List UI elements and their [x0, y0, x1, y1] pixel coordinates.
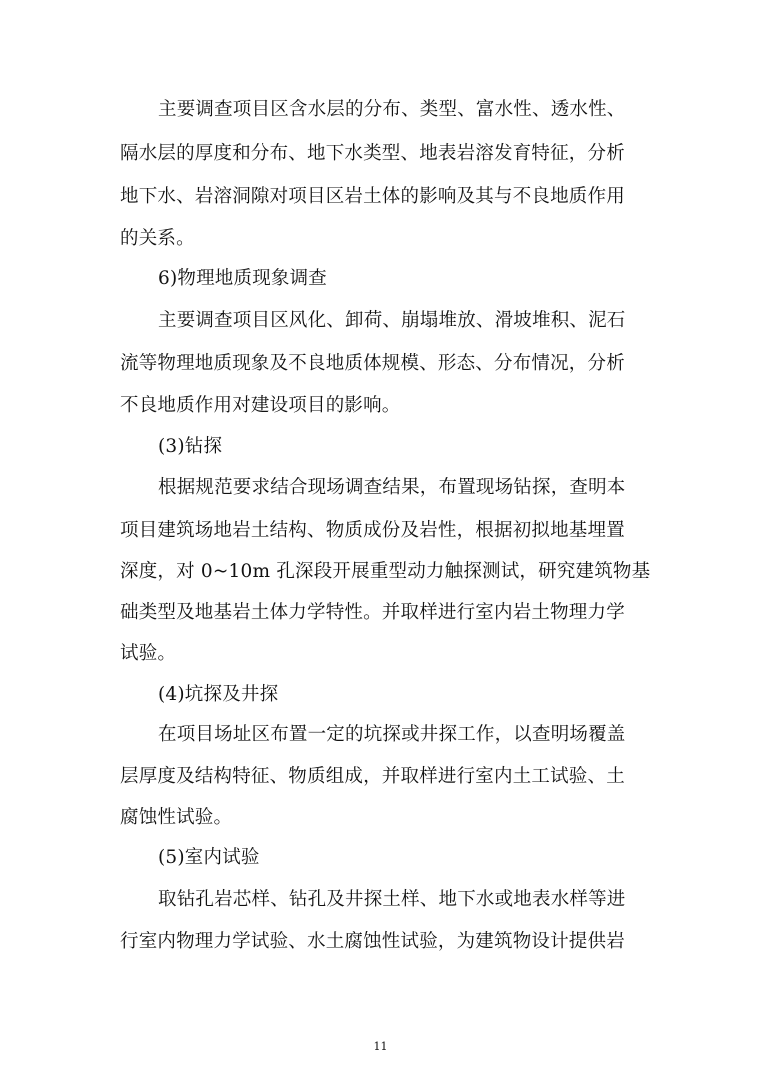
paragraph-line: 不良地质作用对建设项目的影响。 — [120, 395, 401, 416]
section-heading: (4)坑探及井探 — [158, 684, 279, 705]
paragraph-line: 流等物理地质现象及不良地质体规模、形态、分布情况，分析 — [120, 353, 625, 374]
paragraph-line: 地下水、岩溶洞隙对项目区岩土体的影响及其与不良地质作用 — [120, 186, 625, 207]
page-number: 11 — [373, 1040, 388, 1053]
paragraph-line: 取钻孔岩芯样、钻孔及井探土样、地下水或地表水样等进 — [158, 889, 626, 910]
paragraph-line: 深度，对 0~10m 孔深段开展重型动力触探测试，研究建筑物基 — [120, 561, 651, 582]
paragraph-line: 腐蚀性试验。 — [120, 807, 233, 828]
paragraph-line: 项目建筑场地岩土结构、物质成份及岩性，根据初拟地基埋置 — [120, 520, 625, 541]
paragraph-line: 隔水层的厚度和分布、地下水类型、地表岩溶发育特征，分析 — [120, 143, 625, 164]
paragraph-line: 主要调查项目区含水层的分布、类型、富水性、透水性、 — [158, 99, 626, 120]
section-heading: 6)物理地质现象调查 — [158, 268, 327, 289]
paragraph-line: 础类型及地基岩土体力学特性。并取样进行室内岩土物理力学 — [120, 602, 625, 623]
section-heading: (3)钻探 — [158, 436, 223, 457]
paragraph-line: 主要调查项目区风化、卸荷、崩塌堆放、滑坡堆积、泥石 — [158, 310, 626, 331]
paragraph-line: 试验。 — [120, 643, 177, 664]
paragraph-line: 行室内物理力学试验、水土腐蚀性试验，为建筑物设计提供岩 — [120, 931, 625, 952]
paragraph-line: 的关系。 — [120, 228, 195, 249]
paragraph-line: 根据规范要求结合现场调查结果，布置现场钻探，查明本 — [158, 477, 626, 498]
section-heading: (5)室内试验 — [158, 847, 260, 868]
paragraph-line: 在项目场址区布置一定的坑探或井探工作，以查明场覆盖 — [158, 724, 626, 745]
paragraph-line: 层厚度及结构特征、物质组成，并取样进行室内土工试验、土 — [120, 766, 625, 787]
